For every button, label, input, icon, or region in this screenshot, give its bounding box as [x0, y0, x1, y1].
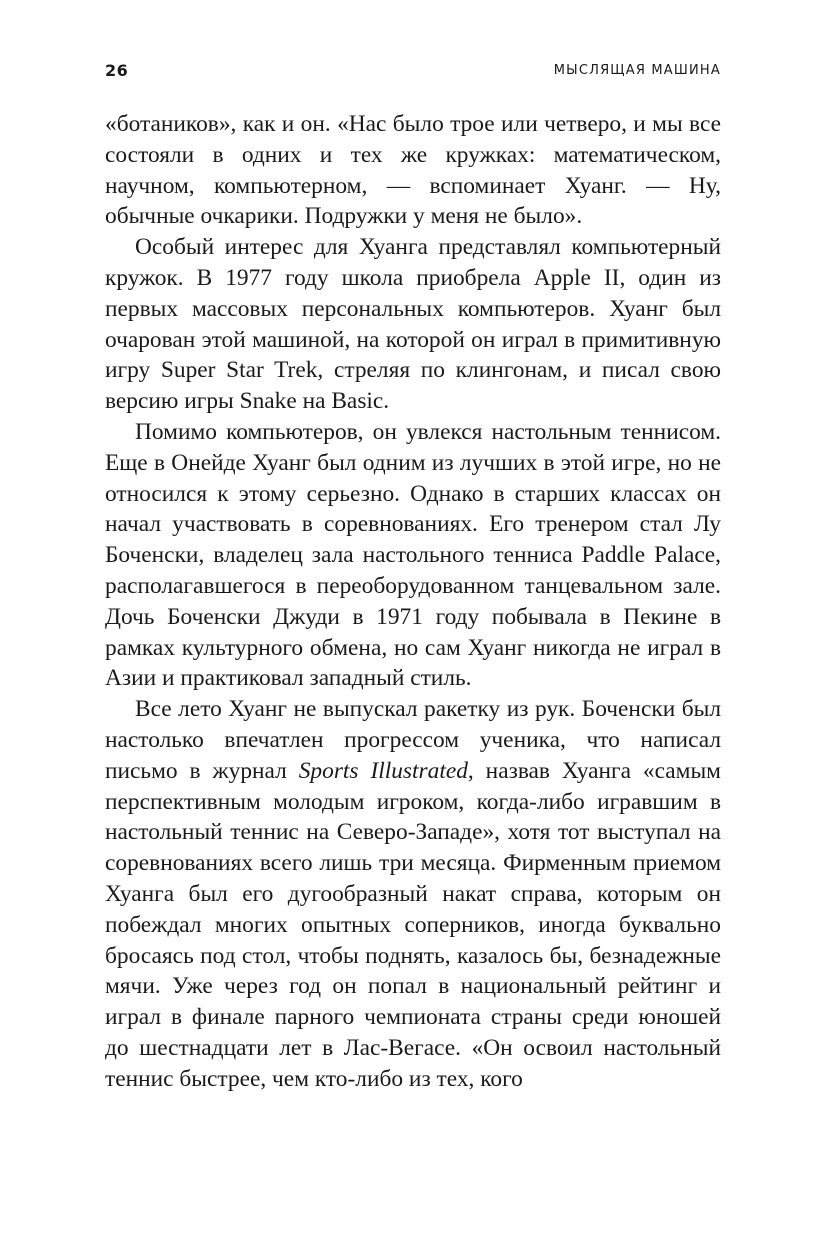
- body-text: [105, 109, 721, 1095]
- paragraph-computer-club: Особый интерес для Хуанга представлял компьютерный кружок. В 1977 году школа приобрела Apple II, один из первых массовых персональных компьютеров. Хуанг был очарован этой машиной, на которой он играл в примитивную игру Super Star Trek, стреляя по клингонам, и писал свою версию игры Snake на Basic.: [105, 234, 721, 415]
- paragraph-table-tennis: Помимо компьютеров, он увлекся настольным теннисом. Еще в Онейде Хуанг был одним из лучших в этой игре, но не относился к этому серьезно. Однако в старших классах он начал участвовать в соревнованиях. Его тренером стал Лу Боченски, владелец зала настольного тенниса Paddle Palace, располагавшегося в переоборудованном танцевальном зале. Дочь Боченски Джуди в 1971 году побывала в Пекине в рамках культурного обмена, но сам Хуанг никогда не играл в Азии и практиковал западный стиль.: [105, 418, 721, 692]
- page-number: 26: [105, 60, 129, 80]
- paragraph-text-after: , назвав Хуанга «самым перспективным молодым игроком, когда-либо игравшим в настольный теннис на Северо-Западе», хотя тот выступал на соревнованиях всего лишь три месяца. Фирменным приемом Хуанга был его дугообразный накат справа, которым он побеждал многих опытных соперников, иногда буквально бросаясь под стол, чтобы поднять, казалось бы, безнадежные мячи. Уже через год он попал в национальный рейтинг и играл в финале парного чемпионата страны среди юношей до шестнадцати лет в Лас-Вегасе. «Он освоил настольный теннис быстрее, чем кто-либо из тех, кого: [105, 757, 721, 1092]
- paragraph-text-before: Все лето Хуанг не выпускал ракетку из рук. Боченски был настолько впечатлен прогрессом ученика, что написал письмо в журнал: [105, 696, 721, 784]
- page-header: [105, 58, 721, 82]
- magazine-title: Sports Illustrated: [298, 757, 468, 784]
- paragraph-summer-training: [105, 694, 721, 1094]
- running-title: МЫСЛЯЩАЯ МАШИНА: [553, 62, 721, 78]
- paragraph-continuation: «ботаников», как и он. «Нас было трое или четверо, и мы все состояли в одних и тех же кружках: математическом, научном, компьютерном, — вспоминает Хуанг. — Ну, обычные очкарики. Подружки у меня не было».: [105, 111, 721, 230]
